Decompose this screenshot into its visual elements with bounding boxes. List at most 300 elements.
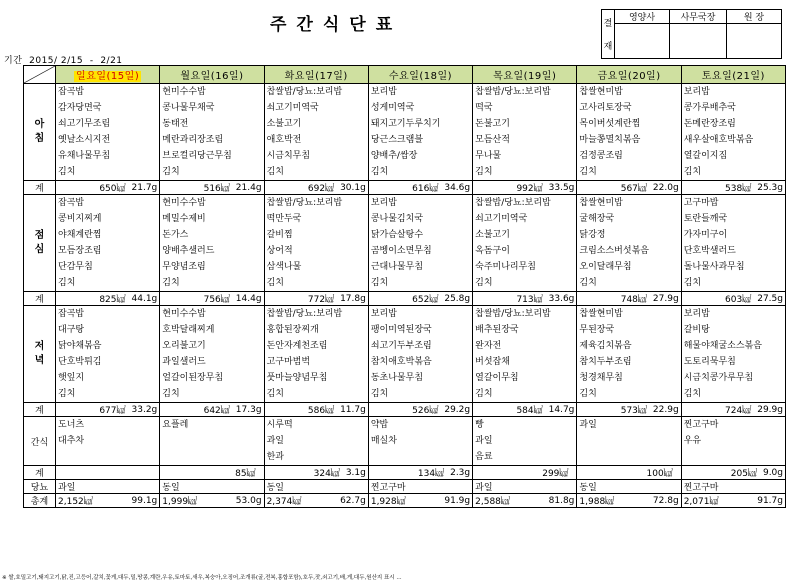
total-cell: [160, 403, 264, 417]
menu-item: 모듬장조림: [58, 246, 102, 256]
kcal-value: 2,071㎉: [683, 497, 719, 507]
day-header: [368, 66, 472, 84]
total-label: 계: [24, 466, 56, 480]
menu-item: 떡만두국: [266, 214, 302, 224]
snack-cell: [160, 417, 264, 466]
kcal-value: 2,374㎉: [266, 497, 302, 507]
menu-item: 풋마늘양념무침: [266, 373, 328, 383]
total-cell: [681, 403, 785, 417]
menu-item: 배추된장국: [475, 325, 519, 335]
snack-item: 매실차: [370, 436, 397, 446]
menu-item: 찹쌀밥/당뇨:보리밥: [266, 309, 343, 319]
menu-item: 김치: [475, 278, 493, 288]
kcal-value: 713㎉: [516, 295, 543, 305]
menu-item: 근대나물무침: [370, 262, 424, 272]
menu-item: 가자미구이: [683, 230, 728, 240]
snack-item: [577, 433, 680, 449]
protein-value: 22.0g: [652, 182, 679, 193]
menu-item: 쇠고기두부조림: [370, 341, 432, 351]
menu-item: 콩나물김치국: [370, 214, 424, 224]
day-label: 금요일(20일): [597, 71, 661, 82]
menu-item: 성게미역국: [370, 103, 415, 113]
total-cell: [473, 403, 577, 417]
diabetes-cell: [577, 480, 681, 494]
signature-cell[interactable]: [727, 24, 782, 59]
protein-value: 21.7g: [131, 182, 158, 193]
menu-item: 돈불고기: [475, 119, 510, 129]
kcal-value: 603㎉: [725, 295, 752, 305]
snack-item: [577, 449, 680, 465]
protein-value: 14.4g: [235, 293, 262, 304]
protein-value: 2.3g: [450, 467, 471, 478]
snack-label: 간식: [24, 417, 56, 466]
menu-item: 옛날소시지전: [58, 135, 111, 145]
menu-cell: [160, 195, 264, 292]
total-cell: [681, 466, 785, 480]
total-label: 계: [24, 181, 56, 195]
menu-item: 브로컬리당근무침: [162, 151, 232, 161]
menu-item: 참치애호박볶음: [370, 357, 432, 367]
snack-cell: [577, 417, 681, 466]
protein-value: 53.0g: [235, 495, 262, 506]
kcal-value: 2,152㎉: [58, 497, 93, 507]
total-cell: [264, 181, 368, 195]
total-cell: [368, 181, 472, 195]
kcal-value: 748㎉: [620, 295, 647, 305]
total-cell: [160, 292, 264, 306]
total-label: 계: [24, 292, 56, 306]
total-cell: [368, 292, 472, 306]
protein-value: 72.8g: [652, 495, 679, 506]
protein-value: 29.9g: [757, 404, 783, 415]
kcal-value: 516㎉: [203, 184, 230, 194]
total-cell: [473, 466, 577, 480]
snack-total-row: [24, 466, 786, 480]
menu-item: 찹쌀밥/당뇨:보리밥: [266, 87, 343, 97]
kcal-value: 205㎉: [730, 469, 757, 479]
menu-item: 콩가루배추국: [683, 103, 736, 113]
snack-item: 약밥: [370, 420, 389, 430]
menu-item: 김치: [683, 167, 702, 177]
protein-value: 91.7g: [757, 495, 783, 506]
kcal-value: 586㎉: [307, 406, 335, 416]
diabetes-item: 과일: [475, 483, 493, 493]
menu-item: 찹쌀밥/당뇨:보리밥: [475, 309, 551, 319]
menu-item: 떡국: [475, 103, 493, 113]
snack-cell: [56, 417, 160, 466]
kcal-value: 772㎉: [307, 295, 335, 305]
total-label: 계: [24, 403, 56, 417]
menu-item: 검정콩조림: [579, 151, 623, 161]
menu-item: 버섯잡채: [475, 357, 510, 367]
signature-cell[interactable]: [670, 24, 727, 59]
menu-cell: [56, 195, 160, 292]
menu-item: 닭야채볶음: [58, 341, 102, 351]
menu-item: 찹쌀밥/당뇨:보리밥: [475, 87, 551, 97]
menu-cell: [577, 195, 681, 292]
menu-cell: [577, 306, 681, 403]
snack-item: 대추차: [58, 436, 85, 446]
menu-item: 김치: [58, 389, 76, 399]
menu-item: 대구탕: [58, 325, 85, 335]
total-cell: [56, 403, 160, 417]
menu-item: 쇠고기미역국: [266, 103, 319, 113]
diabetes-item: 찐고구마: [683, 483, 719, 493]
signature-cell[interactable]: [615, 24, 670, 59]
total-cell: [56, 181, 160, 195]
snack-item: 과일: [579, 420, 597, 430]
day-label: 토요일(21일): [701, 71, 765, 82]
kcal-value: 567㎉: [620, 184, 647, 194]
period: 기간 2015/ 2/15 - 2/21: [4, 56, 123, 66]
menu-item: 김치: [370, 389, 389, 399]
diabetes-cell: [56, 480, 160, 494]
snack-item: [56, 449, 159, 465]
menu-item: 갈비찜: [266, 230, 293, 240]
approval-role: 사무국장: [670, 10, 727, 24]
menu-item: 오리불고기: [162, 341, 206, 351]
menu-item: 새우살애호박볶음: [683, 135, 754, 145]
protein-value: 25.8g: [444, 293, 471, 304]
diabetes-cell: [160, 480, 264, 494]
menu-item: 돼지고기두루치기: [370, 119, 441, 129]
protein-value: 9.0g: [762, 467, 783, 478]
total-cell: [681, 181, 785, 195]
protein-value: 30.1g: [340, 182, 366, 193]
kcal-value: 134㎉: [417, 469, 445, 479]
menu-item: 메란과리장조림: [162, 135, 224, 145]
menu-cell: [681, 195, 785, 292]
snack-item: 요플레: [162, 420, 189, 430]
diabetes-item: 과일: [58, 483, 76, 493]
menu-item: 김치: [58, 167, 76, 177]
menu-item: 고구마범벅: [266, 357, 311, 367]
menu-item: 햇잎지: [58, 373, 85, 383]
snack-cell: [681, 417, 785, 466]
menu-item: 옥돔구이: [475, 246, 510, 256]
kcal-value: 573㎉: [620, 406, 647, 416]
menu-item: 보리밥: [370, 198, 397, 208]
menu-item: 상어적: [266, 246, 293, 256]
menu-item: 김치: [162, 167, 180, 177]
menu-cell: [56, 84, 160, 181]
approval-box: [601, 9, 782, 59]
approval-role: 원 장: [727, 10, 782, 24]
menu-item: 잡곡밥: [58, 87, 85, 97]
menu-item: 김치: [266, 167, 284, 177]
protein-value: 14.7g: [548, 404, 575, 415]
snack-row: [24, 417, 786, 466]
day-header: [681, 66, 785, 84]
snack-item: 과일: [266, 436, 284, 446]
menu-item: 단호박튀김: [58, 357, 102, 367]
menu-item: 메밀수제비: [162, 214, 206, 224]
diabetes-cell: [681, 480, 785, 494]
menu-cell: [160, 306, 264, 403]
protein-value: 27.5g: [757, 293, 783, 304]
menu-item: 찹쌀현미밥: [579, 198, 623, 208]
menu-item: 현미수수밥: [162, 198, 206, 208]
menu-item: 굴해장국: [579, 214, 615, 224]
menu-item: 제육김치볶음: [579, 341, 632, 351]
kcal-value: 526㎉: [412, 406, 439, 416]
protein-value: 81.8g: [548, 495, 575, 506]
grand-total-row: [24, 494, 786, 508]
menu-item: 호박달래찌게: [162, 325, 215, 335]
menu-item: 마늘쫑멸치볶음: [579, 135, 641, 145]
menu-cell: [473, 306, 577, 403]
day-label: 목요일(19일): [493, 71, 557, 82]
menu-cell: [368, 195, 472, 292]
approval-side-label: 결 재: [602, 10, 615, 59]
grand-total-cell: [577, 494, 681, 508]
grand-total-cell: [56, 494, 160, 508]
kcal-value: 652㎉: [412, 295, 439, 305]
total-cell: [681, 292, 785, 306]
meal-label: 점 심: [24, 195, 56, 292]
diabetes-item: 동일: [162, 483, 180, 493]
corner-cell: [24, 66, 56, 84]
menu-item: 팽이미역된장국: [370, 325, 432, 335]
kcal-value: 650㎉: [99, 184, 126, 194]
menu-item: 완자전: [475, 341, 502, 351]
menu-item: 얼갈이된장무침: [162, 373, 224, 383]
menu-item: 김치: [162, 278, 180, 288]
snack-item: 음료: [475, 452, 493, 462]
menu-item: 돈메란장조림: [683, 119, 736, 129]
meal-total-row: [24, 181, 786, 195]
menu-cell: [681, 84, 785, 181]
menu-item: 크림소스버섯볶음: [579, 246, 649, 256]
grand-total-cell: [264, 494, 368, 508]
menu-item: 김치: [370, 278, 389, 288]
diabetes-item: 찐고구마: [370, 483, 406, 493]
menu-item: 콩비지찌게: [58, 214, 102, 224]
menu-item: 닭가슴살탕수: [370, 230, 424, 240]
snack-item: [160, 449, 263, 465]
diabetes-item: 동일: [579, 483, 597, 493]
menu-item: 갈비탕: [683, 325, 710, 335]
menu-item: 닭강정: [579, 230, 606, 240]
menu-item: 김치: [579, 167, 597, 177]
protein-value: 22.9g: [652, 404, 679, 415]
menu-cell: [56, 306, 160, 403]
diabetes-cell: [368, 480, 472, 494]
snack-cell: [264, 417, 368, 466]
meal-label: 아 침: [24, 84, 56, 181]
menu-item: 숙주미나리무침: [475, 262, 536, 272]
snack-cell: [473, 417, 577, 466]
snack-item: 시루떡: [266, 420, 293, 430]
kcal-value: 324㎉: [313, 469, 340, 479]
meal-row: [24, 195, 786, 292]
total-cell: [264, 403, 368, 417]
protein-value: 33.6g: [548, 293, 575, 304]
day-label: 수요일(18일): [388, 71, 453, 82]
menu-item: 소불고기: [266, 119, 302, 129]
menu-item: 곰벵이소면무침: [370, 246, 432, 256]
meal-total-row: [24, 403, 786, 417]
meal-total-row: [24, 292, 786, 306]
grand-total-cell: [368, 494, 472, 508]
menu-item: 모듬산적: [475, 135, 510, 145]
menu-item: 단호박샐러드: [683, 246, 736, 256]
menu-item: 토란들깨국: [683, 214, 728, 224]
menu-item: 김치: [266, 278, 284, 288]
protein-value: 33.2g: [131, 404, 158, 415]
diabetes-row: [24, 480, 786, 494]
menu-item: 김치: [475, 167, 493, 177]
kcal-value: 299㎉: [542, 469, 569, 479]
diabetes-label: 당뇨: [24, 480, 56, 494]
menu-item: 청경채무침: [579, 373, 623, 383]
menu-cell: [473, 195, 577, 292]
kcal-value: 85㎉: [235, 469, 256, 479]
menu-item: 현미수수밥: [162, 309, 206, 319]
menu-item: 보리밥: [370, 309, 397, 319]
day-label: 일요일(15일): [76, 71, 140, 82]
meal-row: [24, 306, 786, 403]
total-cell: [577, 466, 681, 480]
menu-item: 동초나물무침: [370, 373, 424, 383]
protein-value: 34.6g: [444, 182, 471, 193]
snack-item: [160, 433, 263, 449]
snack-item: 우유: [683, 436, 702, 446]
kcal-value: 724㎉: [725, 406, 752, 416]
menu-item: 무양념조림: [162, 262, 206, 272]
protein-value: 17.8g: [340, 293, 366, 304]
meal-row: [24, 84, 786, 181]
menu-item: 해물야채굴소스볶음: [683, 341, 762, 351]
menu-cell: [473, 84, 577, 181]
total-cell: [56, 466, 160, 480]
menu-item: 감자당면국: [58, 103, 102, 113]
grand-total-cell: [473, 494, 577, 508]
protein-value: 99.1g: [131, 495, 158, 506]
menu-item: 잡곡밥: [58, 309, 85, 319]
snack-item: 과일: [475, 436, 493, 446]
menu-item: 유채나물무침: [58, 151, 111, 161]
day-header-row: [24, 66, 786, 84]
total-cell: [473, 292, 577, 306]
menu-item: 도토리묵무침: [683, 357, 736, 367]
menu-item: 찹쌀밥/당뇨:보리밥: [475, 198, 551, 208]
kcal-value: 1,988㎉: [579, 497, 615, 507]
total-cell: [368, 403, 472, 417]
menu-item: 보리밥: [370, 87, 397, 97]
protein-value: 11.7g: [340, 404, 366, 415]
kcal-value: 1,999㎉: [162, 497, 198, 507]
snack-item: 찐고구마: [683, 420, 719, 430]
kcal-value: 677㎉: [99, 406, 126, 416]
menu-item: 애호박전: [266, 135, 302, 145]
day-header: [577, 66, 681, 84]
menu-item: 양배추/쌈장: [370, 151, 418, 161]
menu-item: 콩나물무채국: [162, 103, 215, 113]
menu-item: 현미수수밥: [162, 87, 206, 97]
diabetes-cell: [473, 480, 577, 494]
menu-item: 김치: [579, 278, 597, 288]
menu-item: 김치: [683, 278, 702, 288]
menu-item: 보리밥: [683, 87, 710, 97]
menu-item: 쇠고기무조림: [58, 119, 111, 129]
protein-value: 17.3g: [235, 404, 262, 415]
day-label: 월요일(16일): [180, 71, 244, 82]
menu-item: 목이버섯계란찜: [579, 119, 641, 129]
day-header: [473, 66, 577, 84]
snack-item: 도너츠: [58, 420, 85, 430]
protein-value: 62.7g: [340, 495, 366, 506]
kcal-value: 992㎉: [516, 184, 543, 194]
protein-value: 29.2g: [444, 404, 471, 415]
kcal-value: 642㎉: [203, 406, 230, 416]
menu-item: 김치: [162, 389, 180, 399]
menu-item: 보리밥: [683, 309, 710, 319]
protein-value: 21.4g: [235, 182, 262, 193]
menu-item: 오이달래무침: [579, 262, 632, 272]
kcal-value: 756㎉: [203, 295, 230, 305]
footnote: ※ 쌀,호밀고기,돼지고기,닭,진,고등어,갈치,꽃게,대두,밀,땅콩,계란,우유,토마토,새우,복숭아,오징어,조개류(굴,전복,홍합포함),호두,잣,쇠고기,배,게,대두,원산지 표시 ...: [2, 575, 402, 581]
menu-item: 열갈이지짐: [683, 151, 728, 161]
kcal-value: 100㎉: [646, 469, 673, 479]
protein-value: 44.1g: [131, 293, 158, 304]
menu-item: 쇠고기미역국: [475, 214, 528, 224]
total-cell: [368, 466, 472, 480]
kcal-value: 692㎉: [307, 184, 335, 194]
menu-item: 열갈이무침: [475, 373, 519, 383]
menu-cell: [264, 195, 368, 292]
kcal-value: 825㎉: [99, 295, 126, 305]
menu-item: 동태전: [162, 119, 189, 129]
protein-value: 33.5g: [548, 182, 575, 193]
menu-item: 찹쌀밥/당뇨:보리밥: [266, 198, 343, 208]
day-header: [56, 66, 160, 84]
menu-item: 김치: [58, 278, 76, 288]
diabetes-item: 동일: [266, 483, 284, 493]
menu-item: 과일샐러드: [162, 357, 206, 367]
menu-item: 돈안자계천조림: [266, 341, 328, 351]
menu-cell: [368, 84, 472, 181]
menu-item: 김치: [683, 389, 702, 399]
menu-item: 김치: [475, 389, 493, 399]
approval-role: 영양사: [615, 10, 670, 24]
menu-item: 단감무침: [58, 262, 93, 272]
menu-item: 무된장국: [579, 325, 615, 335]
snack-item: 한과: [266, 452, 284, 462]
total-cell: [160, 181, 264, 195]
total-cell: [473, 181, 577, 195]
grand-total-cell: [160, 494, 264, 508]
total-cell: [160, 466, 264, 480]
menu-item: 김치: [266, 389, 284, 399]
menu-cell: [368, 306, 472, 403]
kcal-value: 584㎉: [516, 406, 543, 416]
menu-item: 고구마밥: [683, 198, 719, 208]
meal-label: 저 녁: [24, 306, 56, 403]
grand-total-cell: [681, 494, 785, 508]
protein-value: 25.3g: [757, 182, 783, 193]
menu-item: 무나물: [475, 151, 502, 161]
menu-item: 돌나물사과무침: [683, 262, 745, 272]
day-header: [264, 66, 368, 84]
snack-item: [682, 449, 785, 465]
menu-cell: [577, 84, 681, 181]
menu-item: 홍합된장찌개: [266, 325, 319, 335]
menu-item: 찹쌀현미밥: [579, 309, 623, 319]
snack-item: [369, 449, 472, 465]
menu-item: 당근스크램블: [370, 135, 424, 145]
menu-item: 고사리토장국: [579, 103, 632, 113]
